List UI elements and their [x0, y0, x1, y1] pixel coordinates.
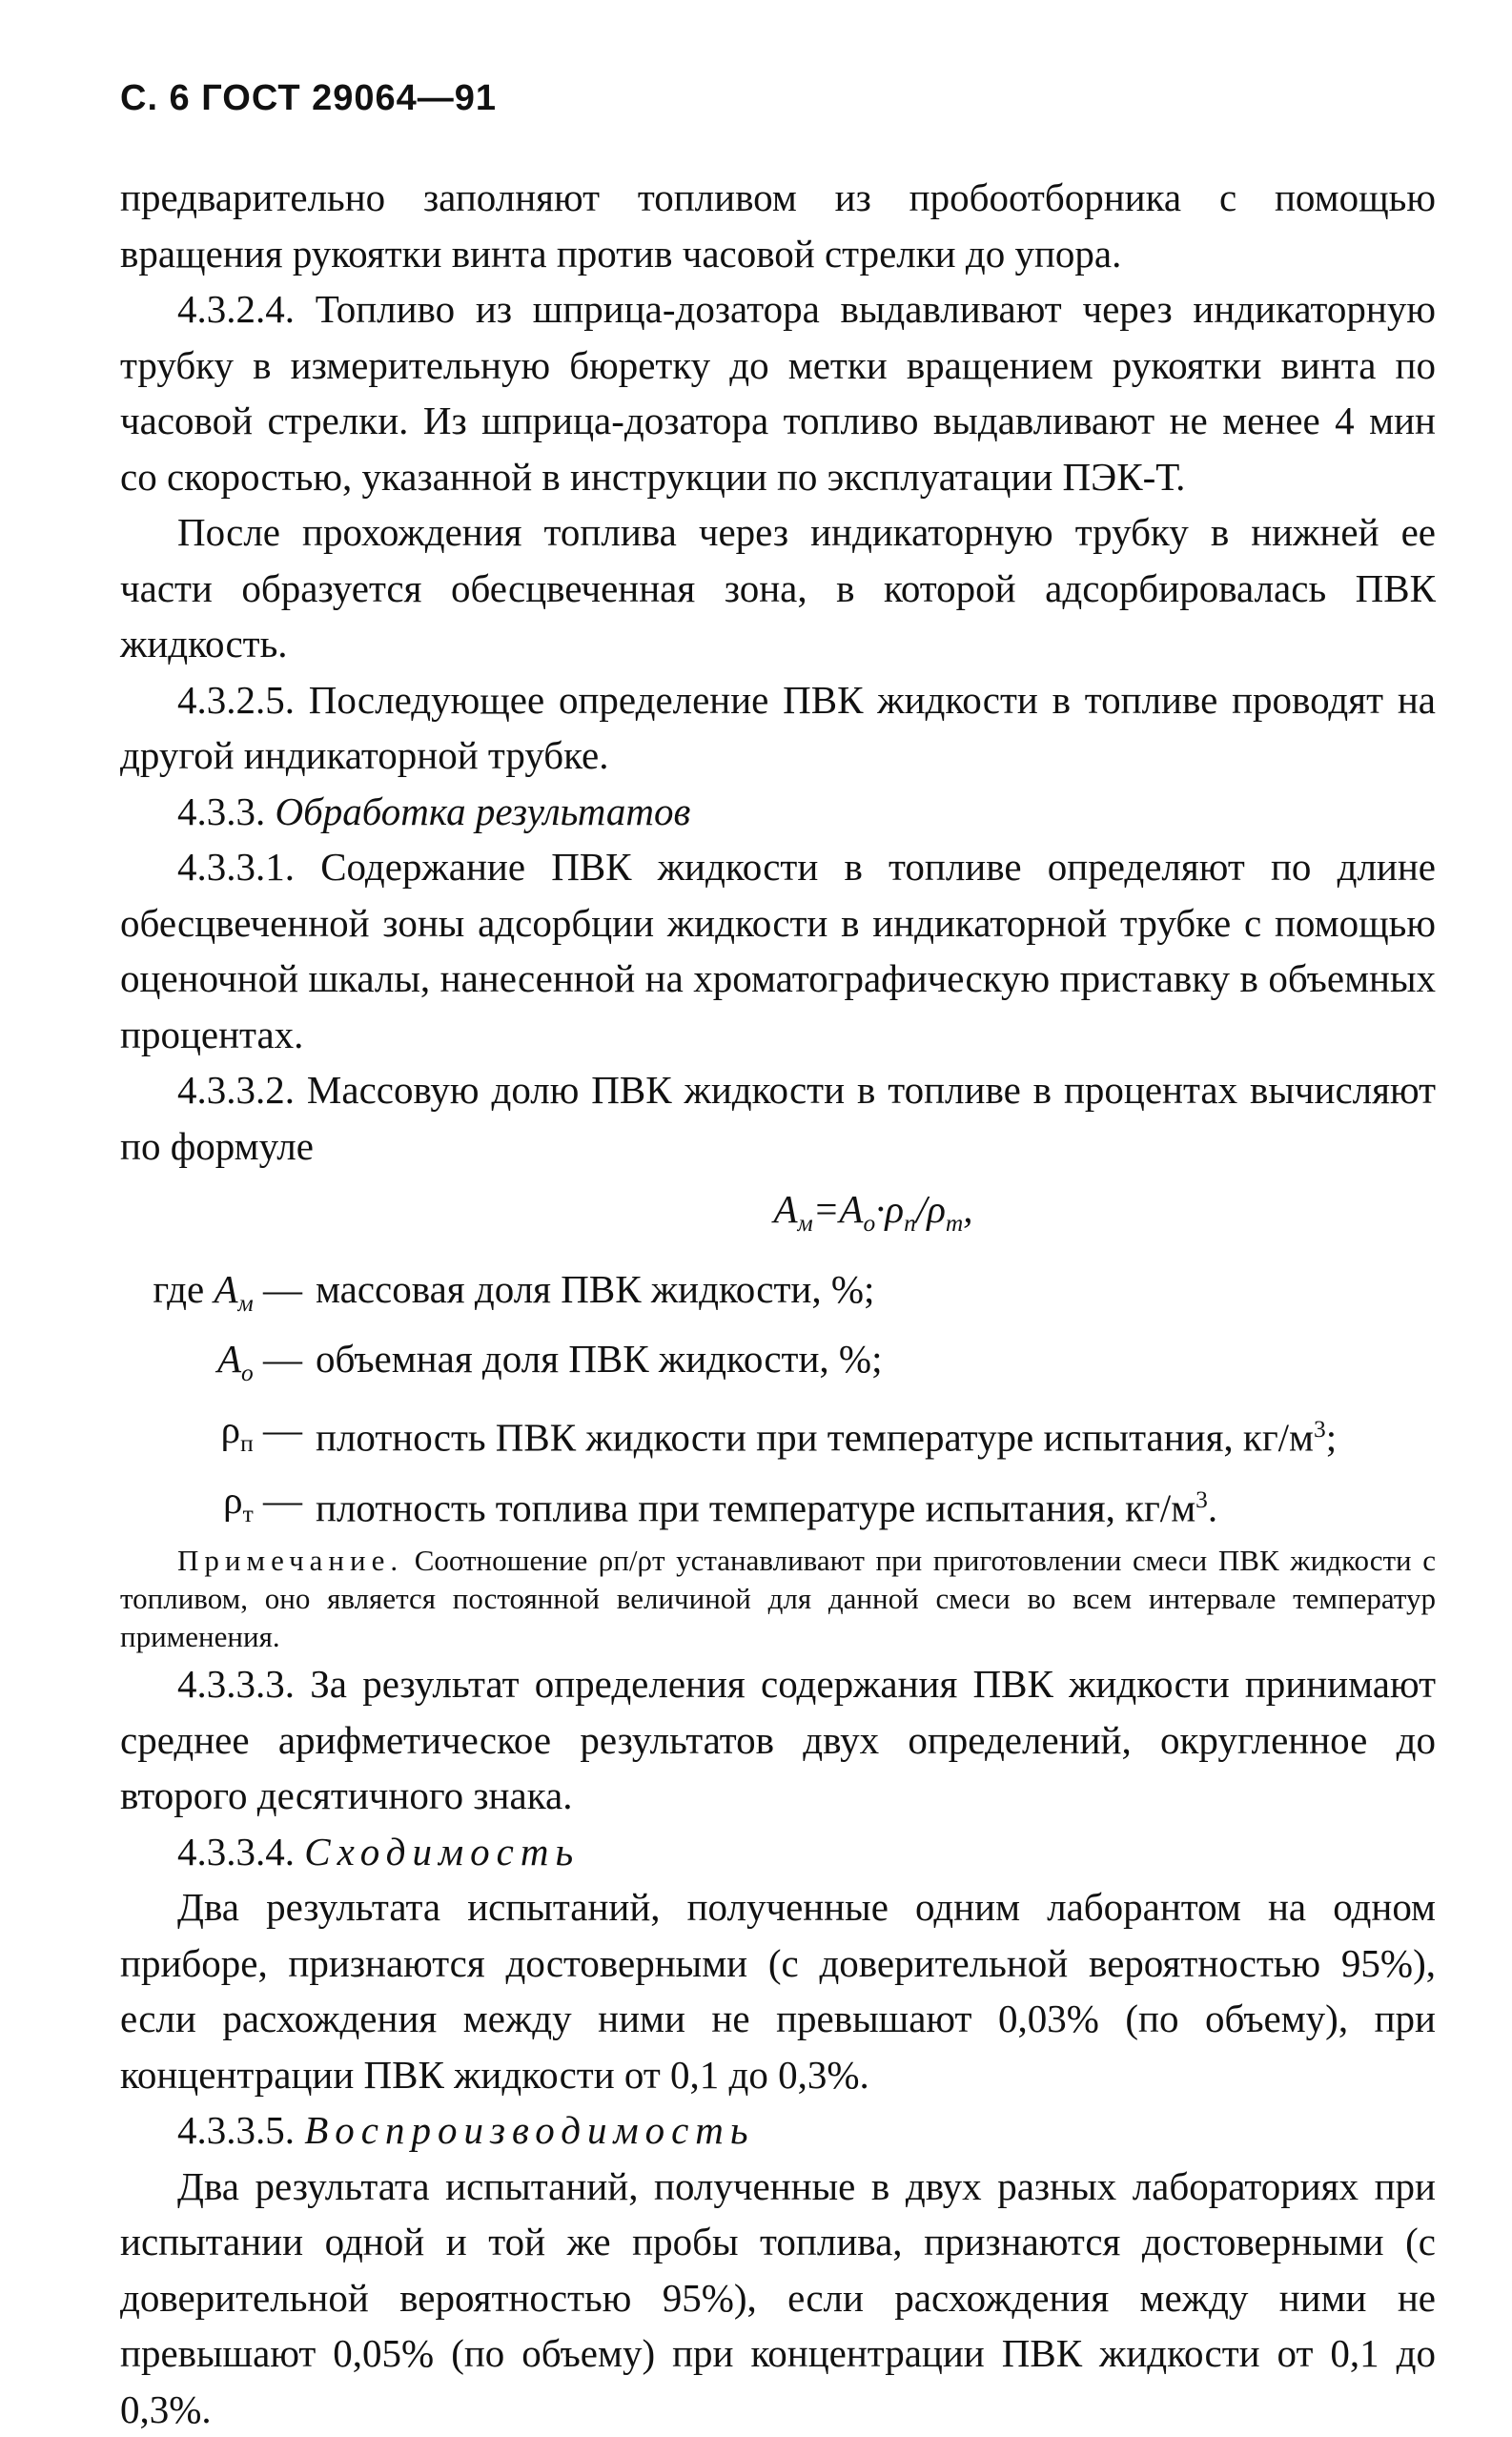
- variable-description: плотность ПВК жидкости при температуре испытания, $кг/м^3$;: [316, 1415, 1338, 1460]
- variable-symbol: где $A_м$ —: [153, 1266, 302, 1317]
- document-body: [120, 170, 1436, 2437]
- note-label: Примечание.: [177, 1544, 404, 1578]
- paragraph: предварительно заполняют топливом из пробоотборника с помощью вращения рукоятки винта против часовой стрелки до упора.: [120, 175, 1436, 276]
- variable-description: массовая доля ПВК жидкости, %;: [316, 1266, 875, 1311]
- paragraph: 4.3.2.5. Последующее определение ПВК жидкости в топливе проводят на другой индикаторной трубке.: [120, 677, 1436, 777]
- formula-symbol: A: [839, 1187, 864, 1231]
- variable-description: объемная доля ПВК жидкости, %;: [316, 1337, 883, 1382]
- paragraph: 4.3.3.2. Массовую долю ПВК жидкости в топливе в процентах вычисляют по формуле: [120, 1068, 1436, 1168]
- formula-subscript: о: [863, 1210, 876, 1238]
- where-word: где: [153, 1266, 205, 1311]
- formula-symbol: A: [773, 1187, 798, 1231]
- variable-description: плотность топлива при температуре испытания, $кг/м^3$.: [316, 1485, 1218, 1530]
- section-heading: [120, 1824, 1436, 1880]
- formula-subscript: т: [945, 1210, 964, 1238]
- paragraph: 4.3.3.3. За результат определения содержания ПВК жидкости принимают среднее арифметическое результатов двух определений, округленное до второго десятичного знака.: [120, 1662, 1436, 1818]
- formula-operator: /: [915, 1187, 928, 1231]
- section-heading: [120, 2102, 1436, 2159]
- formula-symbol: ρ: [927, 1187, 946, 1231]
- paragraph: После прохождения топлива через индикаторную трубку в нижней ее части образуется обесцвеченная зона, в которой адсорбировалась ПВК жидкость.: [120, 510, 1436, 666]
- variable-symbol: $\rho_т$ —: [223, 1477, 302, 1527]
- formula-operator: ·: [875, 1187, 886, 1231]
- paragraph: 4.3.2.4. Топливо из шприца-дозатора выдавливают через индикаторную трубку в измерительную бюретку до метки вращением рукоятки винта по часовой стрелки. Из шприца-дозатора топливо выдавливают не менее 4 мин со скоростью, указанной в инструкции по эксплуатации ПЭК-Т.: [120, 287, 1436, 499]
- formula-punctuation: ,: [963, 1187, 973, 1231]
- formula: [120, 1181, 1436, 1252]
- note-text: Соотношение ρп/ρт устанавливают при приготовлении смеси ПВК жидкости с топливом, оно является постоянной величиной для данной смеси во всем интервале температур применения.: [120, 1544, 1437, 1654]
- formula-operator: =: [812, 1187, 840, 1231]
- section-number: 4.3.3.5.: [177, 2108, 295, 2153]
- paragraph: Два результата испытаний, полученные в двух разных лабораториях при испытании одной и той же пробы топлива, признаются достоверными (с доверительной вероятностью 95%), если расхождения между ними не превышают 0,05% (по объему) при концентрации ПВК жидкости от 0,1 до 0,3%.: [120, 2163, 1436, 2431]
- section-number: 4.3.3.4.: [177, 1829, 295, 1874]
- formula-subscript: м: [797, 1210, 813, 1238]
- paragraph: 4.3.3.1. Содержание ПВК жидкости в топливе определяют по длине обесцвеченной зоны адсорбции жидкости в индикаторной трубке с помощью оценочной шкалы, нанесенной на хроматографическую приставку в объемных процентах.: [120, 845, 1436, 1056]
- paragraph: Два результата испытаний, полученные одним лаборантом на одном приборе, признаются достоверными (с доверительной вероятностью 95%), если расхождения между ними не превышают 0,03% (по объему), при концентрации ПВК жидкости от 0,1 до 0,3%.: [120, 1885, 1436, 2097]
- page-header: С. 6 ГОСТ 29064—91: [120, 78, 498, 118]
- section-title: Воспроизводимость: [304, 2108, 755, 2153]
- section-heading: [120, 784, 1436, 840]
- section-title: Сходимость: [304, 1829, 581, 1874]
- formula-symbol: ρ: [885, 1187, 905, 1231]
- note: [120, 1542, 1436, 1656]
- section-number: 4.3.3.: [177, 788, 266, 833]
- variable-list: [120, 1261, 1436, 1543]
- formula-subscript: п: [904, 1210, 916, 1238]
- variable-symbol: $A_о$ —: [217, 1337, 302, 1387]
- variable-symbol: $\rho_п$ —: [220, 1407, 302, 1458]
- section-title: Обработка результатов: [275, 788, 691, 833]
